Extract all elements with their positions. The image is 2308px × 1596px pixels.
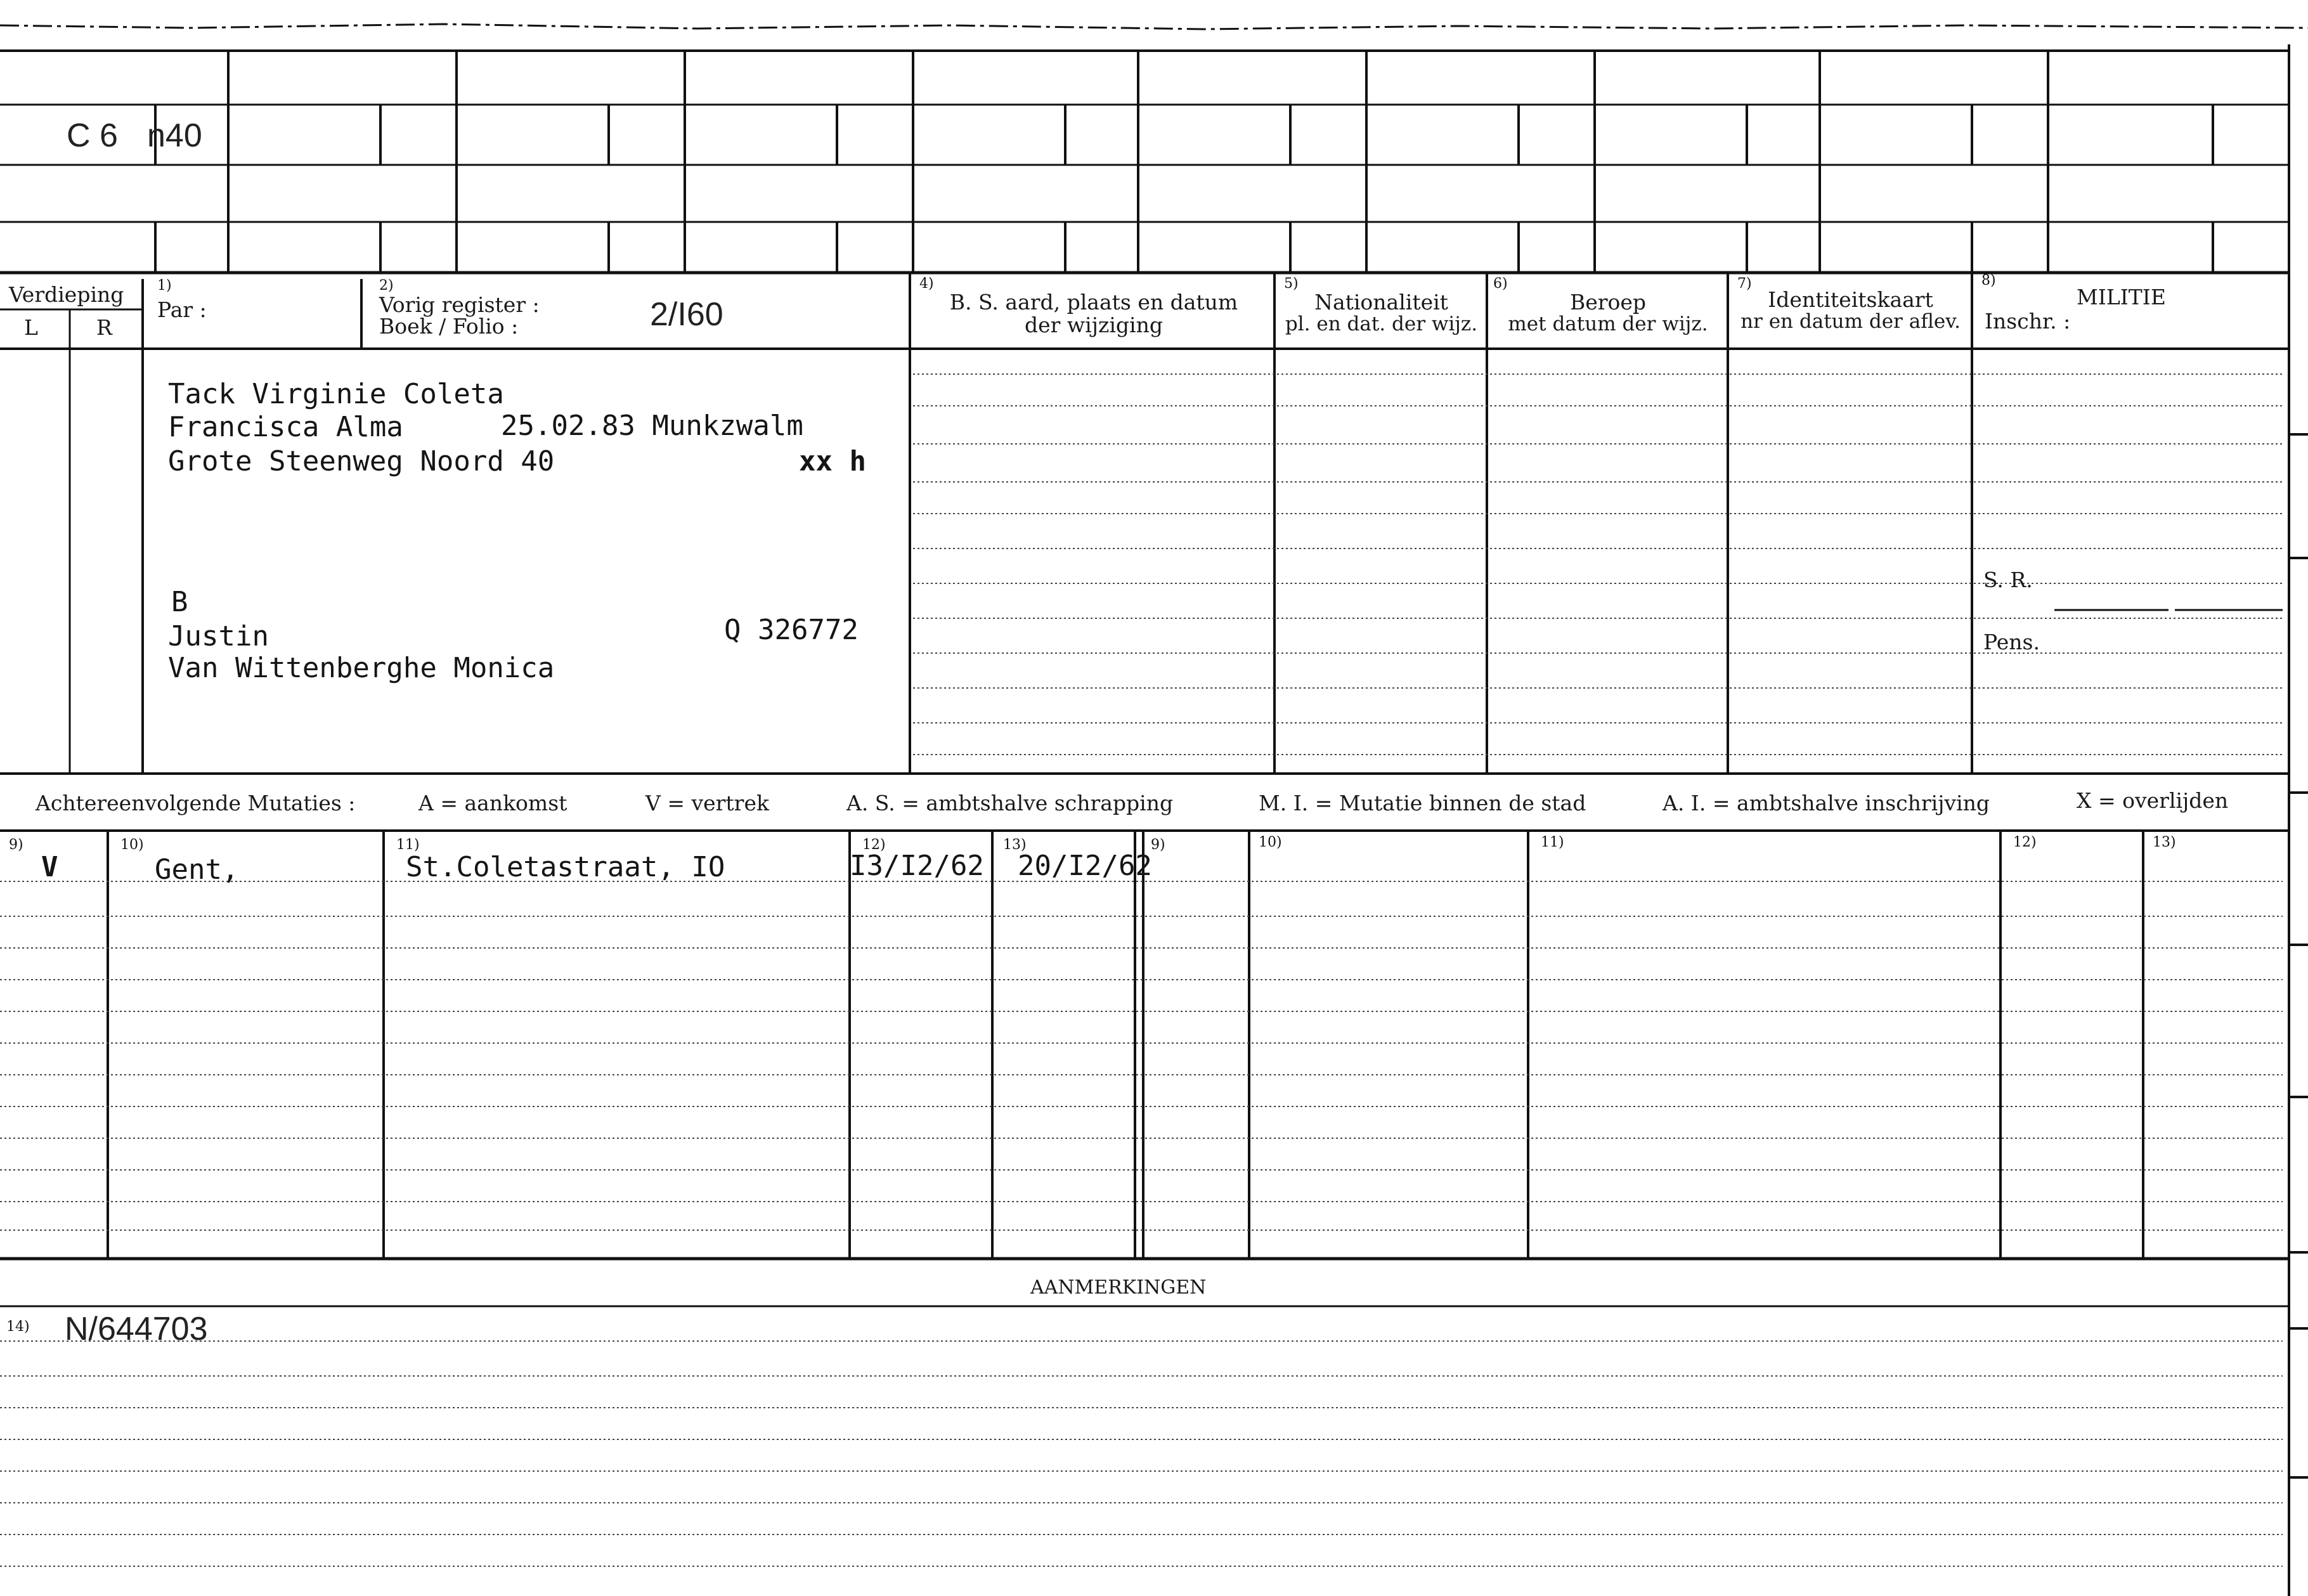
- mut-col-12: 12): [862, 837, 886, 853]
- legend-mutatie: M. I. = Mutatie binnen de stad: [1259, 791, 1586, 815]
- bs-header-line2: der wijziging: [1025, 313, 1163, 337]
- legend-title: Achtereenvolgende Mutaties :: [36, 791, 356, 815]
- remarks-value: N/644703: [65, 1311, 208, 1347]
- header-number: n40: [147, 117, 202, 154]
- mutation-address: St.Coletastraat, IO: [406, 851, 725, 883]
- legend-vertrek: V = vertrek: [645, 791, 769, 815]
- beroep-subheader: met datum der wijz.: [1508, 313, 1708, 335]
- vorig-number: 2): [379, 278, 394, 294]
- person-name-line2: Francisca Alma: [168, 411, 403, 443]
- mut-col-9: 9): [9, 837, 23, 853]
- identiteitskaart-subheader: nr en datum der aflev.: [1741, 310, 1961, 333]
- mut-col-11b: 11): [1541, 834, 1564, 850]
- id-number: 7): [1737, 276, 1752, 292]
- person-mark: xx h: [799, 445, 866, 477]
- mutation-date1: I3/I2/62: [850, 850, 984, 882]
- mut-col-10b: 10): [1259, 834, 1282, 850]
- legend-inschrijving: A. I. = ambtshalve inschrijving: [1663, 791, 1990, 815]
- person-spouse: Van Wittenberghe Monica: [168, 652, 555, 684]
- mut-col-13b: 13): [2153, 834, 2176, 850]
- beroep-number: 6): [1493, 276, 1508, 292]
- pens-label: Pens.: [1983, 630, 2040, 654]
- verdieping-label: Verdieping: [9, 282, 124, 307]
- left-label: L: [24, 315, 38, 340]
- right-label: R: [96, 315, 112, 340]
- mutation-city: Gent,: [155, 853, 239, 886]
- nat-number: 5): [1284, 276, 1299, 292]
- mutation-type: V: [41, 851, 58, 883]
- mut-col-11: 11): [396, 837, 420, 853]
- militie-header: MILITIE: [2077, 285, 2166, 309]
- mut-col-12b: 12): [2013, 834, 2037, 850]
- legend-overlijden: X = overlijden: [2077, 788, 2229, 813]
- remarks-number: 14): [6, 1319, 30, 1335]
- mut-col-9b: 9): [1151, 837, 1165, 853]
- person-b: B: [171, 586, 188, 618]
- sr-label: S. R.: [1983, 568, 2033, 592]
- mut-col-13: 13): [1003, 837, 1027, 853]
- identiteitskaart-header: Identiteitskaart: [1768, 287, 1933, 312]
- legend-schrapping: A. S. = ambtshalve schrapping: [846, 791, 1174, 815]
- bs-number: 4): [919, 276, 934, 292]
- par-number: 1): [157, 278, 172, 294]
- person-birth: 25.02.83 Munkzwalm: [501, 410, 803, 442]
- militie-number: 8): [1981, 273, 1996, 289]
- mutation-date2: 20/I2/62: [1018, 850, 1152, 882]
- person-name-line1: Tack Virginie Coleta: [168, 378, 504, 410]
- nationaliteit-subheader: pl. en dat. der wijz.: [1285, 313, 1478, 335]
- boek-folio-label: Boek / Folio :: [379, 314, 519, 339]
- folio-value: 2/I60: [650, 296, 723, 333]
- person-address: Grote Steenweg Noord 40: [168, 445, 555, 477]
- beroep-header: Beroep: [1569, 290, 1647, 315]
- remarks-title: AANMERKINGEN: [1030, 1276, 1207, 1299]
- header-code: C 6: [67, 117, 118, 154]
- person-id-number: Q 326772: [724, 614, 859, 646]
- vorig-register-label: Vorig register :: [379, 292, 540, 317]
- inschr-label: Inschr. :: [1985, 309, 2071, 334]
- bs-header-line1: B. S. aard, plaats en datum: [949, 290, 1238, 315]
- legend-aankomst: A = aankomst: [418, 791, 567, 815]
- mut-col-10: 10): [120, 837, 144, 853]
- nationaliteit-header: Nationaliteit: [1314, 290, 1448, 315]
- person-justin: Justin: [168, 620, 269, 652]
- par-label: Par :: [157, 297, 207, 322]
